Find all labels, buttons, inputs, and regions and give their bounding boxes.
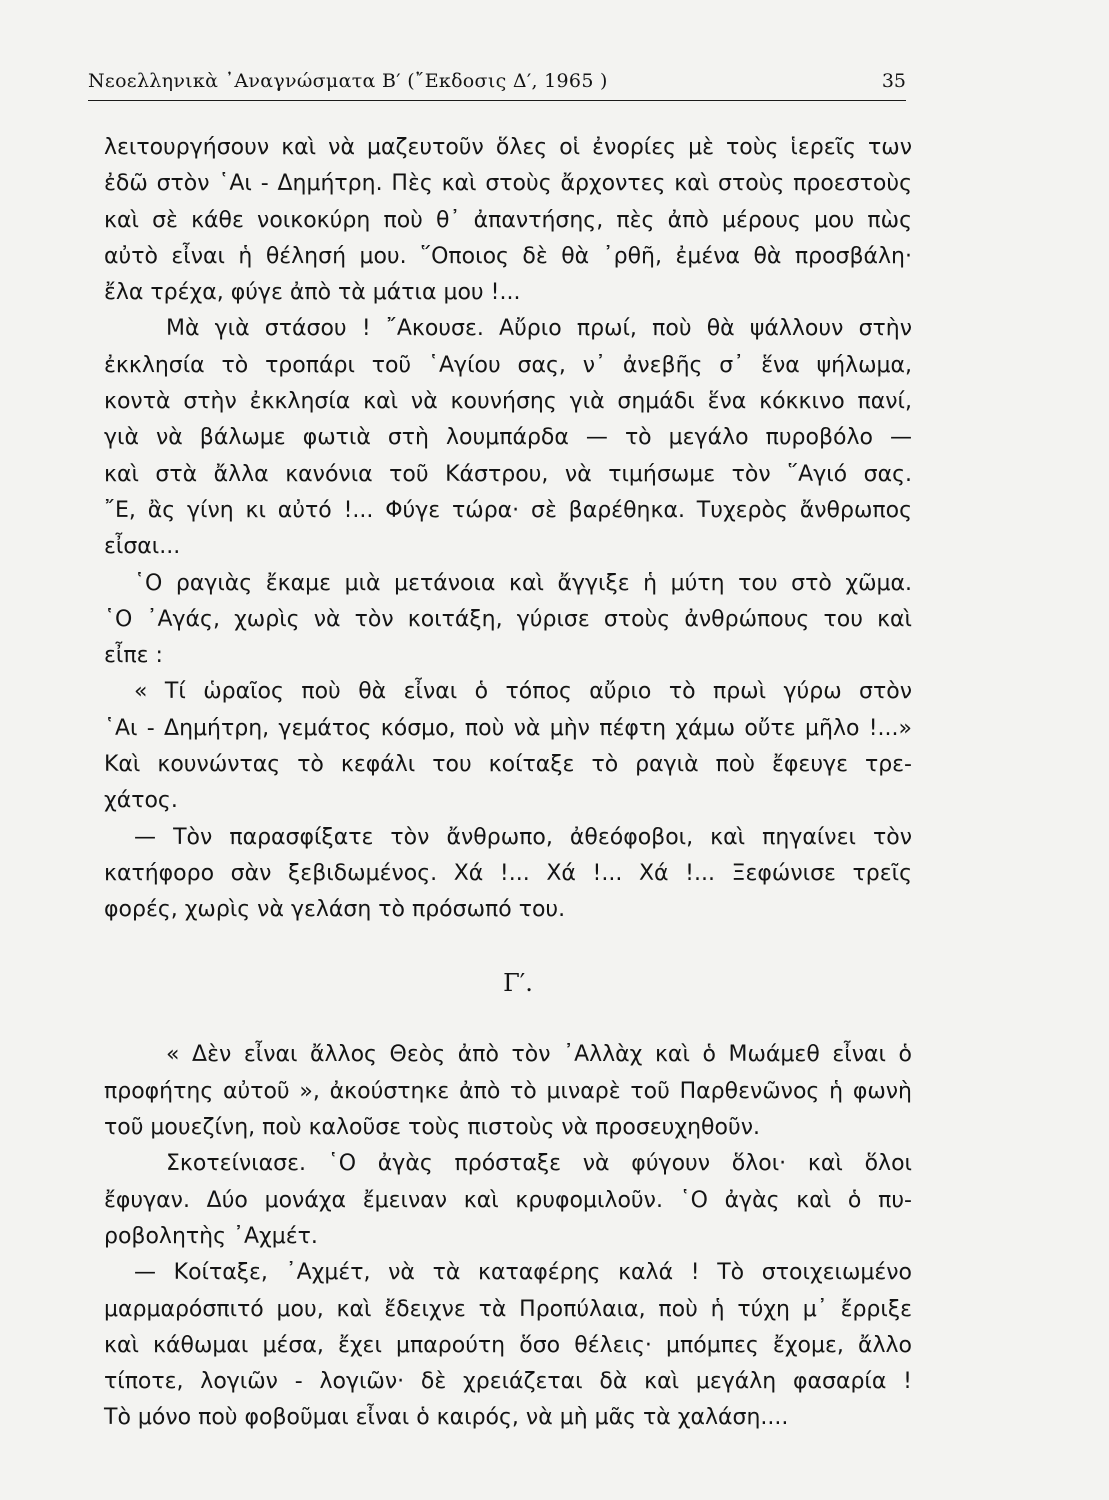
text-line: Καὶ κουνώντας τὸ κεφάλι του κοίταξε τὸ ραγιὰ ποὺ ἔφευγε τρε-: [104, 752, 912, 778]
text-line: ροβολητὴς ᾽Αχμέτ.: [104, 1223, 318, 1249]
text-line: καὶ στὰ ἄλλα κανόνια τοῦ Κάστρου, νὰ τιμήσωμε τὸν ῞Αγιό σας.: [104, 461, 912, 487]
text-line: ῾Αι - Δημήτρη, γεμάτος κόσμο, ποὺ νὰ μὴν πέφτη χάμω οὔτε μῆλο !...»: [104, 715, 912, 741]
text-line: φορές, χωρὶς νὰ γελάση τὸ πρόσωπό του.: [104, 897, 566, 923]
text-line: καὶ σὲ κάθε νοικοκύρη ποὺ θ᾽ ἀπαντήσης, πὲς ἀπὸ μέρους μου πὼς: [104, 207, 912, 233]
text-line: — Τὸν παρασφίξατε τὸν ἄνθρωπο, ἀθεόφοβοι, καὶ πηγαίνει τὸν: [134, 824, 912, 850]
text-line: αὐτὸ εἶναι ἡ θέλησή μου. ῞Οποιος δὲ θὰ ᾽ρθῆ, ἐμένα θὰ προσβάλη·: [104, 243, 912, 269]
text-line: ἔφυγαν. Δύο μονάχα ἔμειναν καὶ κρυφομιλοῦν. ῾Ο ἀγὰς καὶ ὁ πυ-: [104, 1187, 912, 1213]
text-line: κοντὰ στὴν ἐκκλησία καὶ νὰ κουνήσης γιὰ σημάδι ἕνα κόκκινο πανί,: [104, 389, 912, 415]
text-line: ἔλα τρέχα, φύγε ἀπὸ τὰ μάτια μου !...: [104, 280, 521, 306]
section-spacer: [104, 1001, 912, 1037]
section-heading: Γ′.: [503, 968, 533, 997]
text-line: λειτουργήσουν καὶ νὰ μαζευτοῦν ὅλες οἱ ἐνορίες μὲ τοὺς ἱερεῖς των: [104, 135, 912, 160]
text-line: τοῦ μουεζίνη, ποὺ καλοῦσε τοὺς πιστοὺς νὰ προσευχηθοῦν.: [104, 1115, 760, 1141]
text-line: ῎Ε, ἂς γίνη κι αὐτό !... Φύγε τώρα· σὲ βαρέθηκα. Τυχερὸς ἄνθρωπος: [104, 497, 912, 523]
text-line: προφήτης αὐτοῦ », ἀκούστηκε ἀπὸ τὸ μιναρὲ τοῦ Παρθενῶνος ἡ φωνὴ: [104, 1078, 912, 1104]
text-line: ῾Ο ραγιὰς ἔκαμε μιὰ μετάνοια καὶ ἄγγιξε ἡ μύτη του στὸ χῶμα.: [134, 570, 912, 596]
text-line: κατήφορο σὰν ξεβιδωμένος. Χά !... Χά !... Χά !... Ξεφώνισε τρεῖς: [104, 860, 912, 886]
text-line: « Τί ὡραῖος ποὺ θὰ εἶναι ὁ τόπος αὔριο τὸ πρωὶ γύρω στὸν: [134, 679, 912, 705]
header-title: Νεοελληνικὰ ᾽Αναγνώσματα Β′ (῎Εκδοσις Δ′, 1965 ): [88, 70, 608, 92]
text-line: χάτος.: [104, 788, 178, 814]
running-header: [88, 62, 910, 102]
text-line: ἐδῶ στὸν ῾Αι - Δημήτρη. Πὲς καὶ στοὺς ἄρχοντες καὶ στοὺς προεστοὺς: [104, 171, 912, 197]
text-line: Μὰ γιὰ στάσου ! ῎Ακουσε. Αὔριο πρωί, ποὺ θὰ ψάλλουν στὴν: [166, 316, 912, 342]
text-line: ἐκκλησία τὸ τροπάρι τοῦ ῾Αγίου σας, ν᾽ ἀνεβῆς σ᾽ ἕνα ψήλωμα,: [104, 352, 912, 378]
text-line: Τὸ μόνο ποὺ φοβοῦμαι εἶναι ὁ καιρός, νὰ μὴ μᾶς τὰ χαλάση....: [104, 1405, 789, 1431]
text-line: — Κοίταξε, ᾽Αχμέτ, νὰ τὰ καταφέρης καλά ! Τὸ στοιχειωμένο: [134, 1260, 912, 1286]
text-line: « Δὲν εἶναι ἄλλος Θεὸς ἀπὸ τὸν ᾽Αλλὰχ καὶ ὁ Μωάμεθ εἶναι ὁ: [166, 1042, 912, 1068]
body-text: [104, 130, 912, 1437]
text-line: εἶπε :: [104, 643, 163, 669]
text-line: τίποτε, λογιῶν - λογιῶν· δὲ χρειάζεται δὰ καὶ μεγάλη φασαρία !: [104, 1369, 912, 1395]
text-line: ῾Ο ᾽Αγάς, χωρὶς νὰ τὸν κοιτάξη, γύρισε στοὺς ἀνθρώπους του καὶ: [104, 606, 912, 632]
header-rule: [88, 100, 906, 101]
text-line: καὶ κάθωμαι μέσα, ἔχει μπαρούτη ὅσο θέλεις· μπόμπες ἔχομε, ἄλλο: [104, 1332, 912, 1358]
page-number: 35: [881, 70, 906, 92]
text-line: εἶσαι...: [104, 534, 181, 560]
text-line: μαρμαρόσπιτό μου, καὶ ἔδειχνε τὰ Προπύλαια, ποὺ ἡ τύχη μ᾽ ἔρριξε: [104, 1296, 912, 1322]
text-line: Σκοτείνιασε. ῾Ο ἀγὰς πρόσταξε νὰ φύγουν ὅλοι· καὶ ὅλοι: [166, 1151, 912, 1177]
text-line: γιὰ νὰ βάλωμε φωτιὰ στὴ λουμπάρδα — τὸ μεγάλο πυροβόλο —: [104, 425, 912, 451]
section-spacer: [104, 929, 912, 965]
